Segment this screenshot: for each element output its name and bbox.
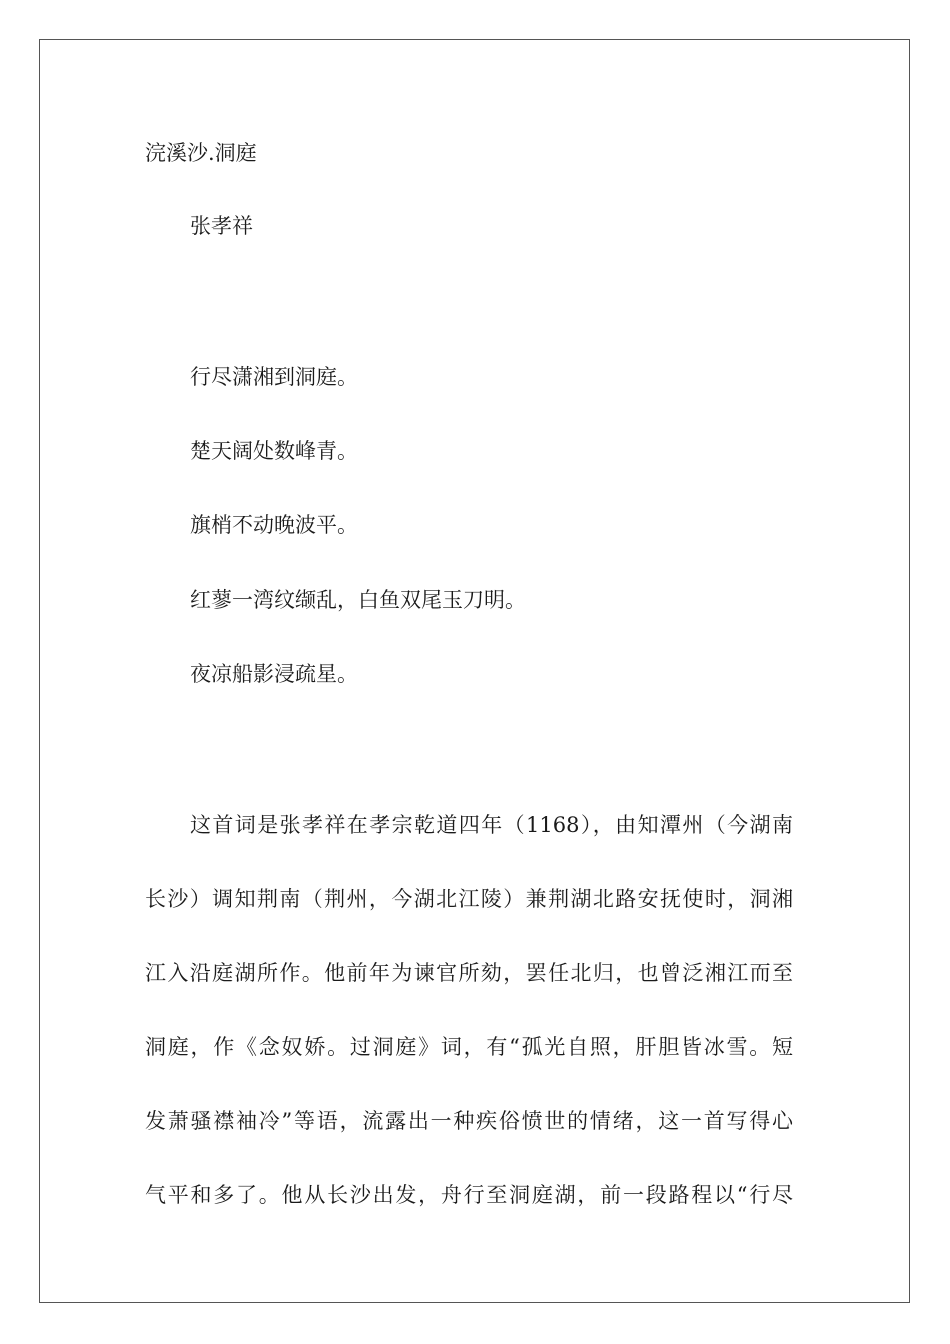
poem-line: 夜凉船影浸疏星。 <box>190 662 358 686</box>
poem-line: 楚天阔处数峰青。 <box>190 439 358 463</box>
commentary-line: 发萧骚襟袖冷”等语，流露出一种疾俗愤世的情绪，这一首写得心 <box>145 1109 793 1133</box>
commentary-line: 气平和多了。他从长沙出发，舟行至洞庭湖，前一段路程以“行尽 <box>145 1183 793 1207</box>
poem-line: 红蓼一湾纹缬乱，白鱼双尾玉刀明。 <box>190 588 526 612</box>
poem-line: 行尽潇湘到洞庭。 <box>190 365 358 389</box>
commentary-line: 洞庭，作《念奴娇。过洞庭》词，有“孤光自照，肝胆皆冰雪。短 <box>145 1035 793 1059</box>
commentary-line: 江入沿庭湖所作。他前年为谏官所劾，罢任北归，也曾泛湘江而至 <box>145 961 793 985</box>
poem-line: 旗梢不动晚波平。 <box>190 513 358 537</box>
commentary-line: 长沙）调知荆南（荆州，今湖北江陵）兼荆湖北路安抚使时，洞湘 <box>145 887 793 911</box>
poem-author: 张孝祥 <box>190 214 253 238</box>
poem-title: 浣溪沙.洞庭 <box>145 141 257 165</box>
commentary-line: 这首词是张孝祥在孝宗乾道四年（1168），由知潭州（今湖南 <box>190 813 793 837</box>
